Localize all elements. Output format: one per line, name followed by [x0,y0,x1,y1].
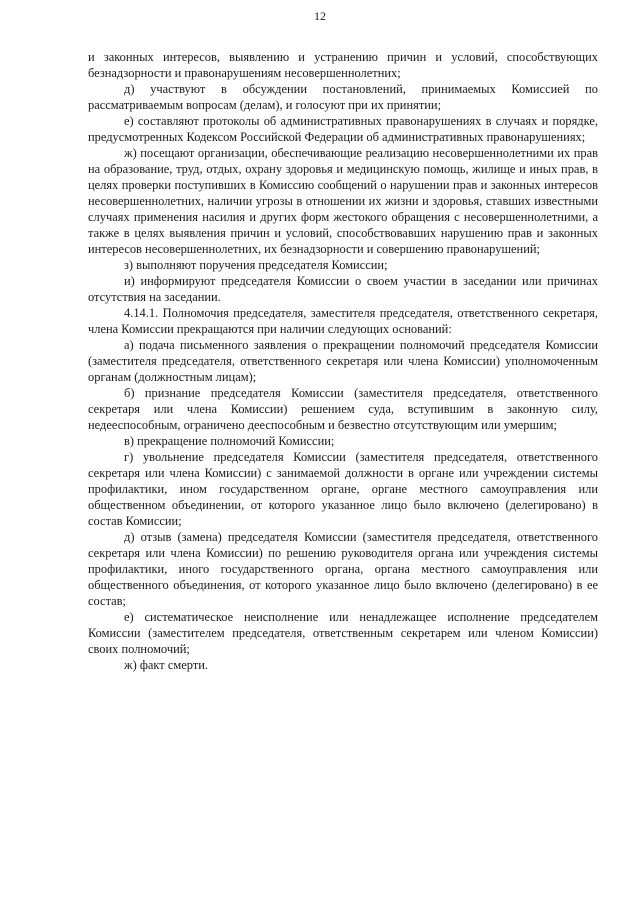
paragraph-ground-d: д) отзыв (замена) председателя Комиссии (заместителя председателя, ответственного секретаря или члена Комиссии) по решению руководителя органа или учреждения системы профилактики, иного государственного органа, органа местного самоуправления или общественного объединения, от которого указанное лицо было включено (делегировано) в ее состав; [88,530,598,608]
paragraph-ground-zh: ж) факт смерти. [124,658,209,672]
paragraph-ground-g: г) увольнение председателя Комиссии (заместителя председателя, ответственного секретаря или члена Комиссии) с занимаемой должности в органе или учреждении системы профилактики, ином государственном органе, органе местного самоуправления или общественном объединении, от которого указанное лицо было включено (делегировано) в состав Комиссии; [88,450,598,528]
document-body [88,49,598,673]
paragraph-ground-e: е) систематическое неисполнение или ненадлежащее исполнение председателем Комиссии (заместителем председателя, ответственным секретарем или членом Комиссии) своих полномочий; [88,610,598,656]
paragraph-continuation: и законных интересов, выявлению и устранению причин и условий, способствующих безнадзорности и правонарушениям несовершеннолетних; [88,50,598,80]
paragraph-item-z: з) выполняют поручения председателя Комиссии; [124,258,388,272]
paragraph-ground-a: а) подача письменного заявления о прекращении полномочий председателя Комиссии (заместителя председателя, ответственного секретаря или члена Комиссии) уполномоченным органам (должностным лицам); [88,338,598,384]
paragraph-item-zh: ж) посещают организации, обеспечивающие реализацию несовершеннолетними их прав на образование, труд, отдых, охрану здоровья и медицинскую помощь, жилище и иных прав, в целях проверки поступивших в Комиссию сообщений о нарушении прав и законных интересов несовершеннолетних, наличии угрозы в отношении их жизни и здоровья, ставших известными случаях применения насилия и других форм жестокого обращения с несовершеннолетними, а также в целях выявления причин и условий, способствовавших нарушению прав и законных интересов несовершеннолетних, их безнадзорности и совершению правонарушений; [88,146,598,256]
paragraph-item-d: д) участвуют в обсуждении постановлений, принимаемых Комиссией по рассматриваемым вопросам (делам), и голосуют при их принятии; [88,82,598,112]
page-number: 12 [314,9,326,23]
paragraph-ground-v: в) прекращение полномочий Комиссии; [124,434,335,448]
paragraph-item-e: е) составляют протоколы об административных правонарушениях в случаях и порядке, предусмотренных Кодексом Российской Федерации об административных правонарушениях; [88,114,598,144]
paragraph-ground-b: б) признание председателя Комиссии (заместителя председателя, ответственного секретаря или члена Комиссии) решением суда, вступившим в законную силу, недееспособным, ограничено дееспособным и безвестно отсутствующим или умершим; [88,386,598,432]
paragraph-item-i: и) информируют председателя Комиссии о своем участии в заседании или причинах отсутствия на заседании. [88,274,598,304]
paragraph-section-4-14-1: 4.14.1. Полномочия председателя, заместителя председателя, ответственного секретаря, члена Комиссии прекращаются при наличии следующих оснований: [88,306,598,336]
